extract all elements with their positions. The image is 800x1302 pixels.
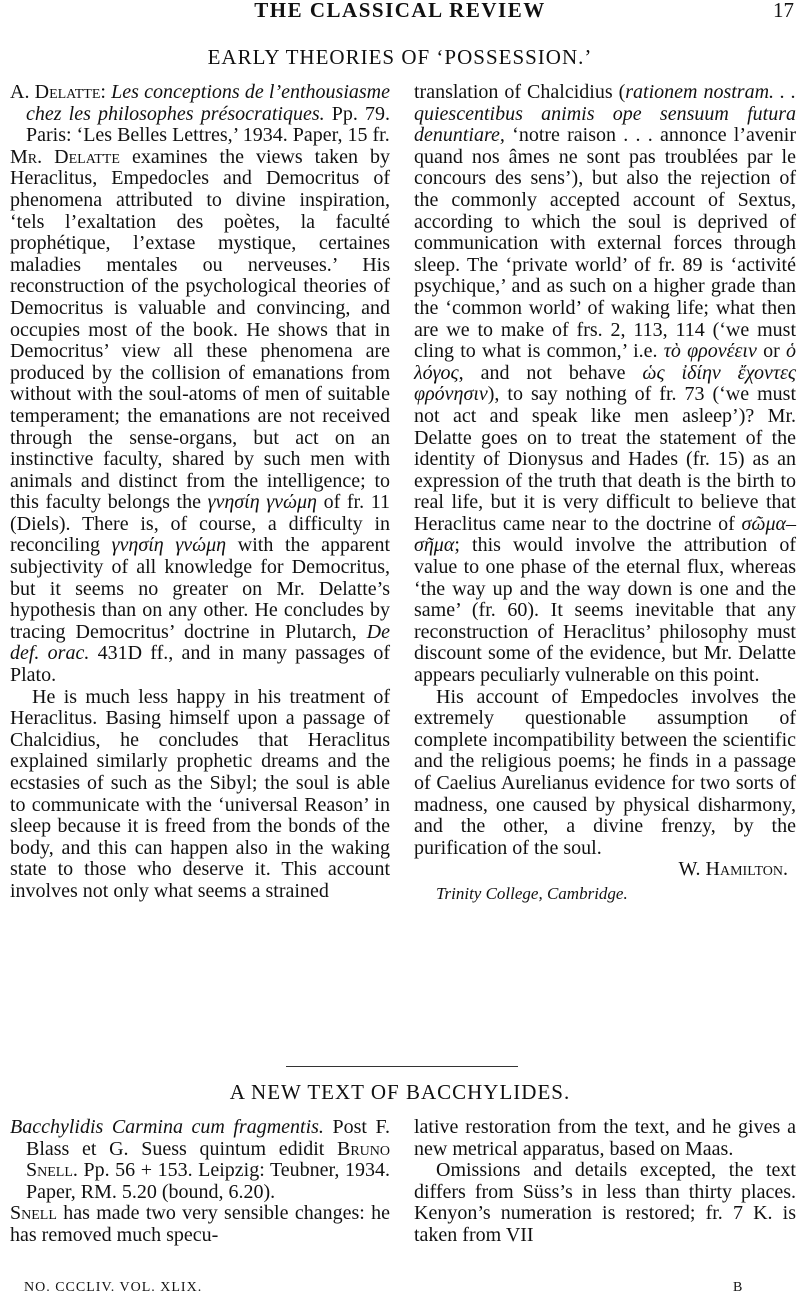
article1-paragraph-1: Mr. Delatte examines the views taken by Heraclitus, Empedocles and Democritus of phenomena attributed to divine inspiration, ‘tels l’exaltation des poètes, la faculté prophétique, l’extase mystique, certaines maladies mentales ou nerveuses.’ His reconstruction of the psychological theories of Democritus is valuable and convincing, and occupies most of the book. He shows that in Democritus’ view all these phenomena are produced by the collision of emanations from without with the soul-atoms of men of suitable temperament; the emanations are not received through the sense-organs, but act on an instinctive faculty, shared by such men with animals and distinct from the intelligence; to this faculty belongs the γνησίη γνώμη of fr. 11 (Diels). There is, of course, a difficulty in reconciling γνησίη γνώμη with the apparent subjectivity of all knowledge for Democritus, but it seems no greater on Mr. Delatte’s hypothesis than on any other. He concludes by tracing Democritus’ doctrine in Plutarch, De def. orac. 431D ff., and in many passages of Plato. bbox=[10, 145, 391, 687]
greek-phrase: ὡς ἰδίην ἔχοντες φρόνησιν bbox=[414, 361, 796, 406]
article2-paragraph-1: Snell has made two very sensible changes: he has removed much specu- bbox=[10, 1202, 390, 1246]
issue-number: NO. CCCLIV. VOL. XLIX. bbox=[24, 1280, 203, 1295]
article1-paragraph-2-cont: translation of Chalcidius (rationem nostram. . . quiescentibus animis ope sensuum futura denuntiare, ‘notre raison . . . annonce l’avenir quand nos âmes ne sont pas troublées par le concours des sens’), but also the rejection of the commonly accepted account of Sextus, according to which the soul is deprived of communication with external forces through sleep. The ‘private world’ of fr. 89 is ‘activité psychique,’ and as such on a higher grade than the ‘common world’ of waking life; what then are we to make of frs. 2, 113, 114 (‘we must cling to what is common,’ i.e. τὸ φρονέειν or ὁ λόγος, and not behave ὡς ἰδίην ἔχοντες φρόνησιν), to say nothing of fr. 73 (‘we must not act and speak like men asleep’)? Mr. Delatte goes on to treat the statement of the identity of Dionysus and Hades (fr. 15) as an expression of the truth that death is the birth to real life, but it is very difficult to believe that Heraclitus came near to the doctrine of σῶμα–σῆμα; this would involve the attribution of value to one phase of the eternal flux, whereas ‘the way up and the way down is one and the same’ (fr. 60). It seems inevitable that any reconstruction of Heraclitus’ philosophy must discount some of the evidence, but Mr. Delatte appears peculiarly vulnerable on this point. bbox=[414, 81, 796, 687]
article2-paragraph-1-cont: lative restoration from the text, and he gives a new metrical apparatus, based on Maas. bbox=[414, 1116, 796, 1160]
article-title-possession: EARLY THEORIES OF ‘POSSESSION.’ bbox=[207, 45, 593, 69]
biblio-editor: Bruno Snell bbox=[26, 1137, 390, 1182]
article2-bibliography: Bacchylidis Carmina cum fragmentis. Post F. Blass et G. Suess quintum edidit Bruno Snell. Pp. 56 + 153. Leipzig: Teubner, 1934. Paper, RM. 5.20 (bound, 6.20). bbox=[10, 1116, 391, 1203]
section-divider bbox=[286, 1066, 518, 1067]
greek-phrase: γνησίη γνώμη bbox=[207, 491, 317, 514]
biblio-author: A. Delatte bbox=[10, 81, 101, 103]
article2-left-column bbox=[10, 1117, 390, 1247]
author-signature: W. Hamilton. bbox=[678, 858, 788, 881]
journal-title: THE CLASSICAL REVIEW bbox=[254, 0, 546, 22]
greek-phrase: ὁ λόγος bbox=[414, 340, 796, 384]
running-head bbox=[0, 0, 800, 24]
article1-left-column bbox=[10, 82, 390, 903]
greek-phrase: σῶμα–σῆμα bbox=[414, 512, 796, 557]
page-number: 17 bbox=[773, 0, 794, 22]
biblio-book-title: Bacchylidis Carmina cum fragmentis. bbox=[10, 1116, 324, 1138]
greek-phrase: γνησίη γνώμη bbox=[111, 534, 227, 557]
greek-phrase: τὸ φρονέειν bbox=[663, 340, 757, 363]
biblio-details: Pp. 79. Paris: ‘Les Belles Lettres,’ 1934. Paper, 15 fr. bbox=[26, 102, 391, 147]
article2-paragraph-2: Omissions and details excepted, the text differs from Süss’s in less than thirty places. Kenyon’s numeration is restored; fr. 7 K. is taken from VII bbox=[414, 1159, 796, 1246]
signature-mark: B bbox=[733, 1280, 744, 1295]
article-title-bacchylides: A NEW TEXT OF BACCHYLIDES. bbox=[229, 1080, 571, 1104]
article1-paragraph-2: He is much less happy in his treatment of Heraclitus. Basing himself upon a passage of Chalcidius, he concludes that Heraclitus explained similarly prophetic dreams and the ecstasies of such as the Sibyl; the soul is able to communicate with the ‘universal Reason’ in sleep because it is freed from the bonds of the body, and this can happen also in the waking state to those who deserve it. This account involves not only what seems a strained bbox=[10, 685, 390, 902]
article2-right-column bbox=[414, 1117, 796, 1247]
biblio-book-title: Les conceptions de l’enthousiasme chez les philosophes présocratiques. bbox=[26, 81, 390, 125]
page-footer bbox=[0, 1280, 800, 1300]
author-affiliation: Trinity College, Cambridge. bbox=[436, 883, 628, 903]
article1-bibliography: A. Delatte: Les conceptions de l’enthousiasme chez les philosophes présocratiques. Pp. 79. Paris: ‘Les Belles Lettres,’ 1934. Paper, 15 fr. bbox=[10, 81, 391, 147]
article1-paragraph-3: His account of Empedocles involves the extremely questionable assumption of complete incompatibility between the scientific and the religious poems; he finds in a passage of Caelius Aurelianus evidence for two sorts of madness, one caused by physical disharmony, and the other, a divine frenzy, by the purification of the soul. bbox=[414, 685, 796, 859]
article1-right-column bbox=[414, 82, 796, 905]
